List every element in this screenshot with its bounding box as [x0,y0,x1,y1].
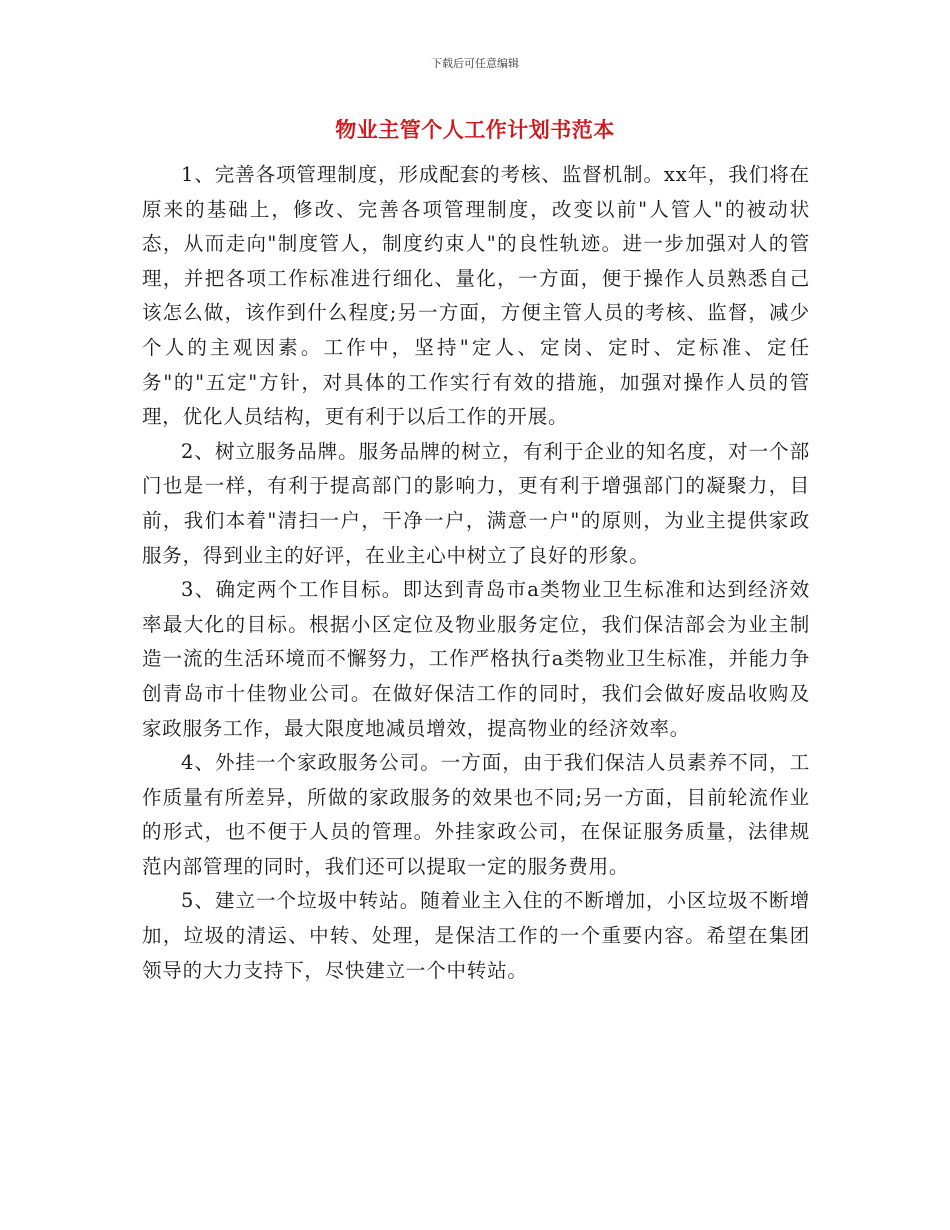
paragraph-3: 3、确定两个工作目标。即达到青岛市a类物业卫生标准和达到经济效率最大化的目标。根据小区定位及物业服务定位，我们保洁部会为业主制造一流的生活环境而不懈努力，工作严格执行a类物业卫生标准，并能力争创青岛市十佳物业公司。在做好保洁工作的同时，我们会做好废品收购及家政服务工作，最大限度地减员增效，提高物业的经济效率。 [142,578,810,740]
paragraph-1: 1、完善各项管理制度，形成配套的考核、监督机制。xx年，我们将在原来的基础上，修改、完善各项管理制度，改变以前"人管人"的被动状态，从而走向"制度管人，制度约束人"的良性轨迹。进一步加强对人的管理，并把各项工作标准进行细化、量化，一方面，便于操作人员熟悉自己该怎么做，该作到什么程度;另一方面，方便主管人员的考核、监督，减少个人的主观因素。工作中，坚持"定人、定岗、定时、定标准、定任务"的"五定"方针，对具体的工作实行有效的措施，加强对操作人员的管理，优化人员结构，更有利于以后工作的开展。 [142,163,810,429]
document-title: 物业主管个人工作计划书范本 [335,117,615,142]
paragraph-4: 4、外挂一个家政服务公司。一方面，由于我们保洁人员素养不同，工作质量有所差异，所做的家政服务的效果也不同;另一方面，目前轮流作业的形式，也不便于人员的管理。外挂家政公司，在保证服务质量，法律规范内部管理的同时，我们还可以提取一定的服务费用。 [142,751,810,878]
document-body [142,158,810,988]
header-note: 下载后可任意编辑 [431,57,519,70]
paragraph-5: 5、建立一个垃圾中转站。随着业主入住的不断增加，小区垃圾不断增加，垃圾的清运、中转、处理，是保洁工作的一个重要内容。希望在集团领导的大力支持下，尽快建立一个中转站。 [142,889,810,982]
paragraph-2: 2、树立服务品牌。服务品牌的树立，有利于企业的知名度，对一个部门也是一样，有利于提高部门的影响力，更有利于增强部门的凝聚力，目前，我们本着"清扫一户，干净一户，满意一户"的原则，为业主提供家政服务，得到业主的好评，在业主心中树立了良好的形象。 [142,439,810,567]
